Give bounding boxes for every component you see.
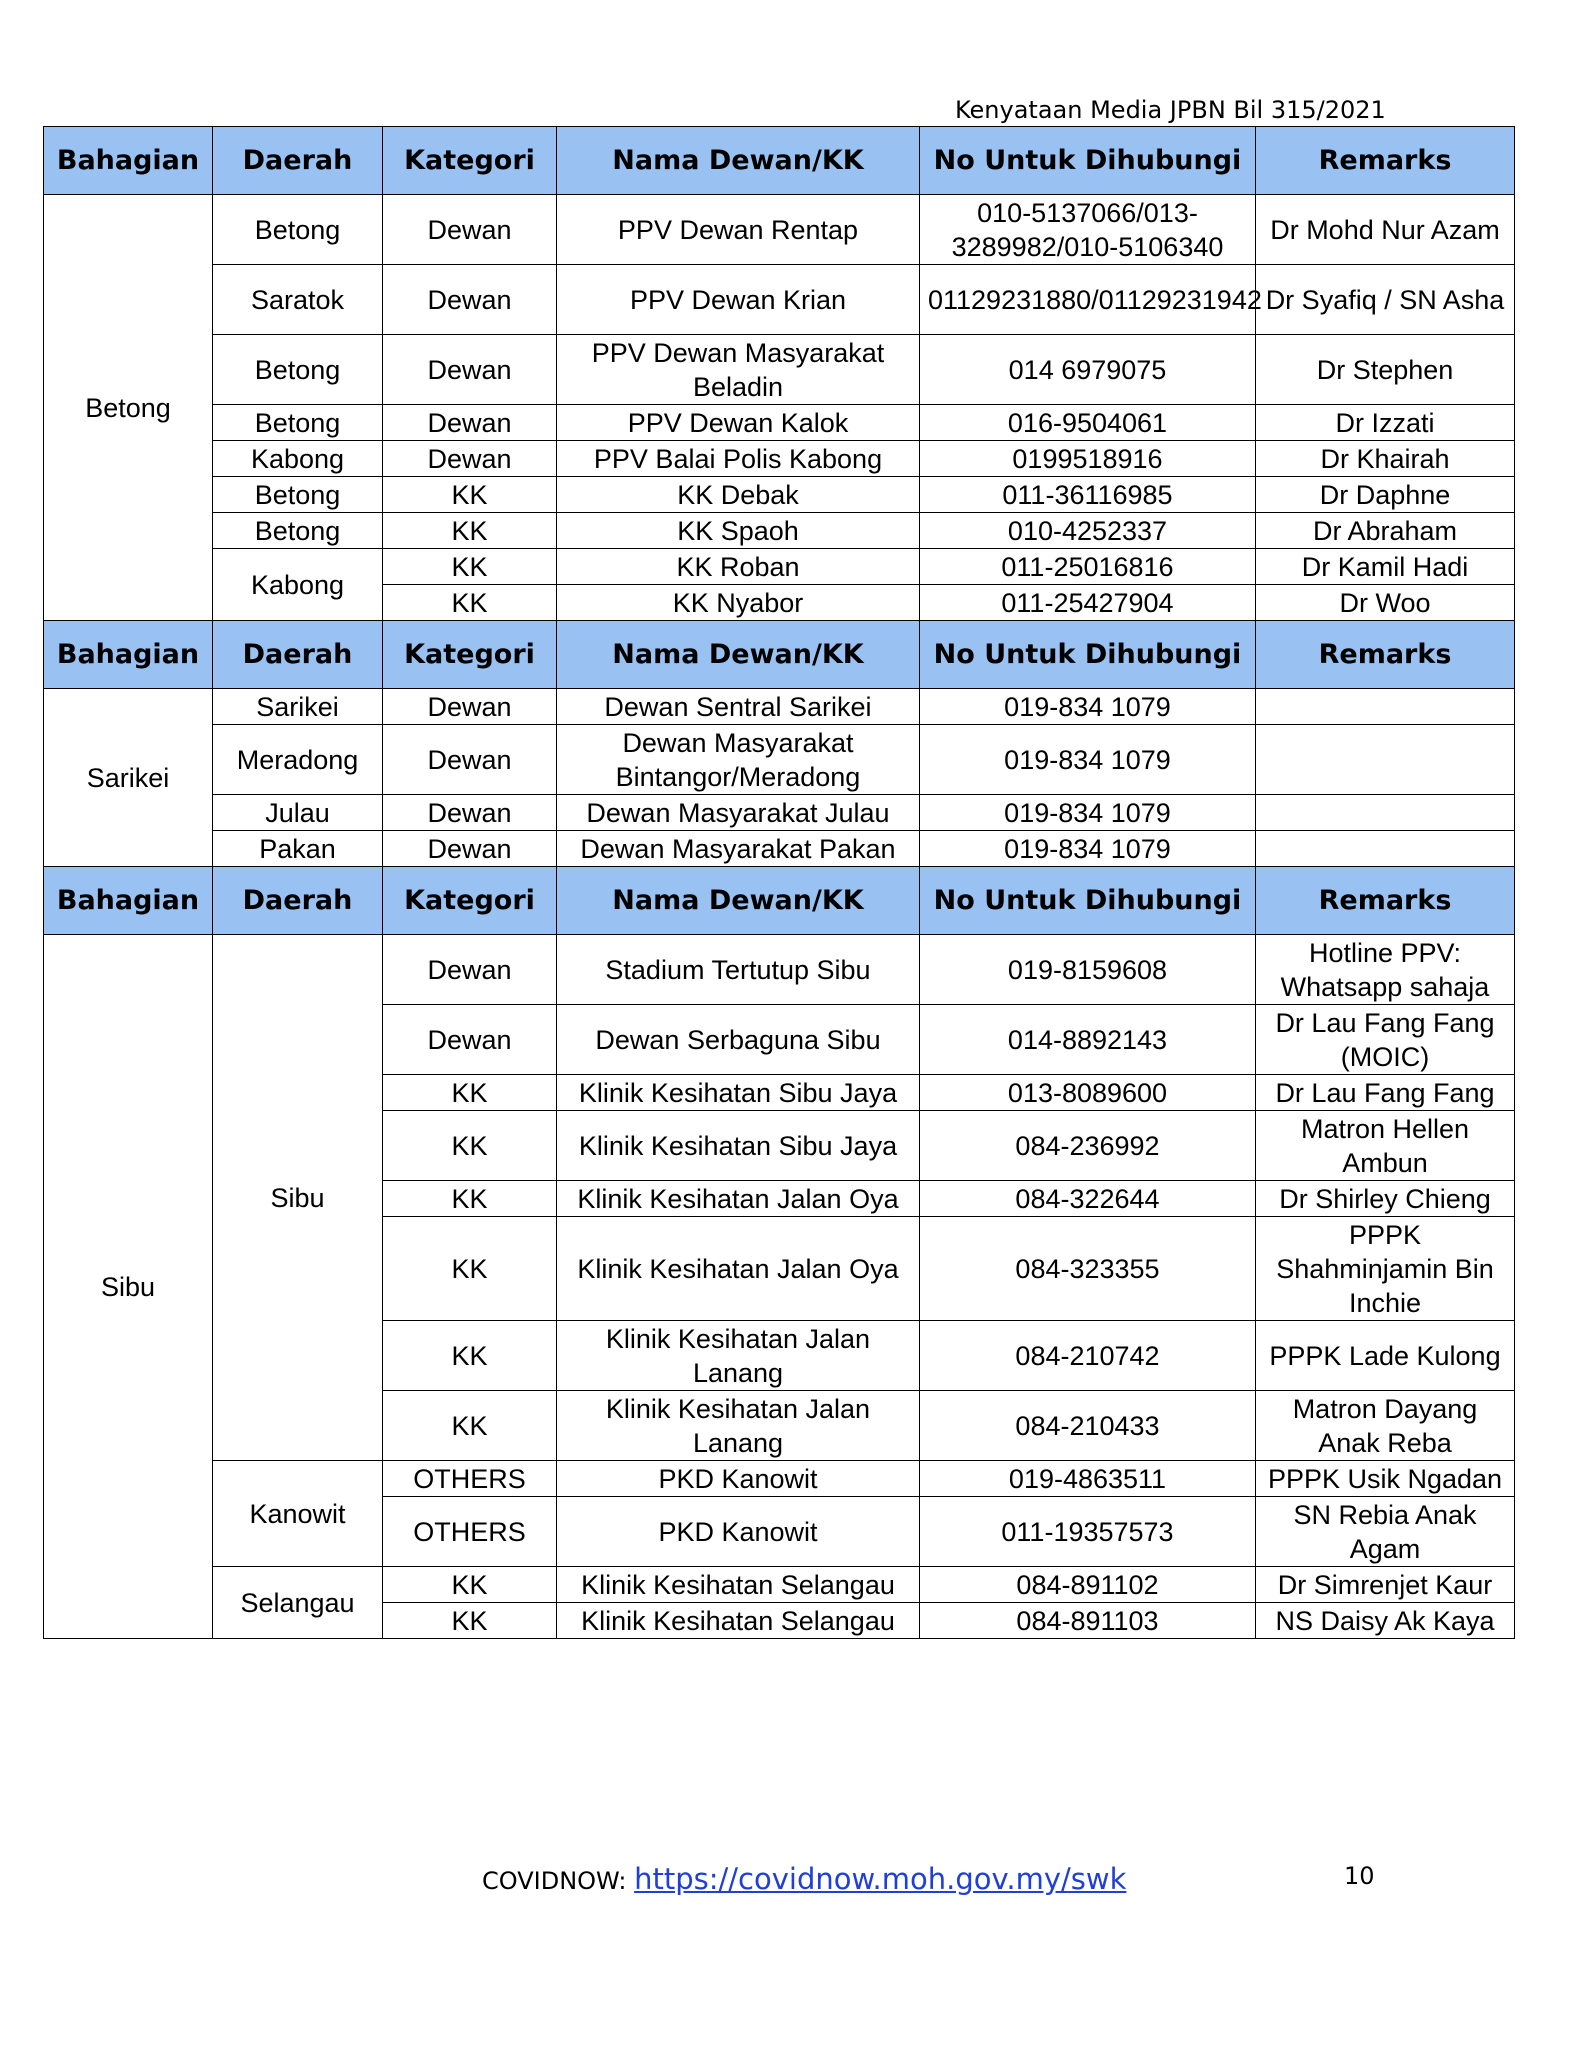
kategori-cell: OTHERS <box>383 1497 557 1567</box>
nama-cell: Stadium Tertutup Sibu <box>557 935 920 1005</box>
daerah-cell: Sarikei <box>213 689 383 725</box>
kategori-cell: Dewan <box>383 195 557 265</box>
table-row <box>44 831 1515 867</box>
kategori-cell: Dewan <box>383 335 557 405</box>
header-row <box>44 127 1515 195</box>
nama-cell: Dewan Masyarakat Bintangor/Meradong <box>557 725 920 795</box>
remarks-cell: Dr Khairah <box>1256 441 1515 477</box>
phone-cell: 01129231880/01129231942 <box>920 265 1256 335</box>
nama-cell: PPV Dewan Rentap <box>557 195 920 265</box>
footer-label: COVIDNOW: <box>482 1867 635 1895</box>
nama-cell: PPV Dewan Krian <box>557 265 920 335</box>
phone-cell: 084-891103 <box>920 1603 1256 1639</box>
column-header-remarks: Remarks <box>1256 867 1515 935</box>
kategori-cell: Dewan <box>383 831 557 867</box>
daerah-cell: Betong <box>213 477 383 513</box>
daerah-cell: Betong <box>213 405 383 441</box>
nama-cell: PKD Kanowit <box>557 1497 920 1567</box>
phone-cell: 084-322644 <box>920 1181 1256 1217</box>
daerah-cell: Sibu <box>213 935 383 1461</box>
phone-cell: 011-36116985 <box>920 477 1256 513</box>
nama-cell: Klinik Kesihatan Selangau <box>557 1567 920 1603</box>
column-header-daerah: Daerah <box>213 127 383 195</box>
kategori-cell: Dewan <box>383 265 557 335</box>
table-row <box>44 513 1515 549</box>
remarks-cell: PPPK Lade Kulong <box>1256 1321 1515 1391</box>
daerah-cell: Selangau <box>213 1567 383 1639</box>
phone-cell: 019-834 1079 <box>920 725 1256 795</box>
daerah-cell: Kabong <box>213 441 383 477</box>
column-header-bahagian: Bahagian <box>44 127 213 195</box>
table-row <box>44 549 1515 585</box>
remarks-cell: Dr Izzati <box>1256 405 1515 441</box>
nama-cell: Klinik Kesihatan Sibu Jaya <box>557 1111 920 1181</box>
kategori-cell: OTHERS <box>383 1461 557 1497</box>
phone-cell: 084-236992 <box>920 1111 1256 1181</box>
column-header-nama: Nama Dewan/KK <box>557 127 920 195</box>
table-row <box>44 689 1515 725</box>
column-header-nama: Nama Dewan/KK <box>557 621 920 689</box>
remarks-cell: PPPK Shahminjamin Bin Inchie <box>1256 1217 1515 1321</box>
daerah-cell: Meradong <box>213 725 383 795</box>
phone-cell: 084-210742 <box>920 1321 1256 1391</box>
table-row <box>44 1461 1515 1497</box>
kategori-cell: KK <box>383 1567 557 1603</box>
nama-cell: PPV Dewan Masyarakat Beladin <box>557 335 920 405</box>
remarks-cell: PPPK Usik Ngadan <box>1256 1461 1515 1497</box>
kategori-cell: KK <box>383 1603 557 1639</box>
remarks-cell: Dr Lau Fang Fang (MOIC) <box>1256 1005 1515 1075</box>
nama-cell: Klinik Kesihatan Jalan Lanang <box>557 1391 920 1461</box>
nama-cell: Dewan Masyarakat Julau <box>557 795 920 831</box>
covidnow-link[interactable]: https://covidnow.moh.gov.my/swk <box>634 1862 1127 1896</box>
phone-cell: 011-25016816 <box>920 549 1256 585</box>
footer <box>482 1862 1126 1896</box>
phone-cell: 014-8892143 <box>920 1005 1256 1075</box>
table-row <box>44 1567 1515 1603</box>
phone-cell: 019-4863511 <box>920 1461 1256 1497</box>
remarks-cell: SN Rebia Anak Agam <box>1256 1497 1515 1567</box>
column-header-no: No Untuk Dihubungi <box>920 867 1256 935</box>
nama-cell: PPV Balai Polis Kabong <box>557 441 920 477</box>
table-row <box>44 195 1515 265</box>
remarks-cell: Matron Dayang Anak Reba <box>1256 1391 1515 1461</box>
kategori-cell: Dewan <box>383 1005 557 1075</box>
kategori-cell: KK <box>383 1321 557 1391</box>
vaccination-centre-table <box>43 126 1515 1639</box>
nama-cell: PPV Dewan Kalok <box>557 405 920 441</box>
nama-cell: Klinik Kesihatan Jalan Oya <box>557 1217 920 1321</box>
phone-cell: 014 6979075 <box>920 335 1256 405</box>
kategori-cell: KK <box>383 477 557 513</box>
kategori-cell: KK <box>383 1075 557 1111</box>
table-row <box>44 265 1515 335</box>
kategori-cell: KK <box>383 549 557 585</box>
column-header-daerah: Daerah <box>213 867 383 935</box>
nama-cell: Dewan Sentral Sarikei <box>557 689 920 725</box>
nama-cell: Klinik Kesihatan Jalan Oya <box>557 1181 920 1217</box>
remarks-cell: Dr Stephen <box>1256 335 1515 405</box>
kategori-cell: KK <box>383 1391 557 1461</box>
daerah-cell: Saratok <box>213 265 383 335</box>
remarks-cell: Matron Hellen Ambun <box>1256 1111 1515 1181</box>
table-row <box>44 441 1515 477</box>
page-number: 10 <box>1344 1862 1375 1890</box>
daerah-cell: Betong <box>213 195 383 265</box>
phone-cell: 011-25427904 <box>920 585 1256 621</box>
kategori-cell: Dewan <box>383 935 557 1005</box>
phone-cell: 010-5137066/013-3289982/010-5106340 <box>920 195 1256 265</box>
remarks-cell: Dr Lau Fang Fang <box>1256 1075 1515 1111</box>
remarks-cell: Dr Abraham <box>1256 513 1515 549</box>
remarks-cell: Hotline PPV: Whatsapp sahaja <box>1256 935 1515 1005</box>
remarks-cell: Dr Mohd Nur Azam <box>1256 195 1515 265</box>
header-row <box>44 867 1515 935</box>
remarks-cell: Dr Woo <box>1256 585 1515 621</box>
phone-cell: 019-834 1079 <box>920 689 1256 725</box>
kategori-cell: KK <box>383 513 557 549</box>
column-header-remarks: Remarks <box>1256 127 1515 195</box>
remarks-cell <box>1256 831 1515 867</box>
nama-cell: Klinik Kesihatan Selangau <box>557 1603 920 1639</box>
kategori-cell: KK <box>383 585 557 621</box>
bahagian-cell: Sarikei <box>44 689 213 867</box>
remarks-cell <box>1256 795 1515 831</box>
phone-cell: 019-8159608 <box>920 935 1256 1005</box>
column-header-kategori: Kategori <box>383 867 557 935</box>
nama-cell: KK Debak <box>557 477 920 513</box>
column-header-bahagian: Bahagian <box>44 621 213 689</box>
daerah-cell: Pakan <box>213 831 383 867</box>
phone-cell: 016-9504061 <box>920 405 1256 441</box>
phone-cell: 019-834 1079 <box>920 795 1256 831</box>
phone-cell: 013-8089600 <box>920 1075 1256 1111</box>
daerah-cell: Betong <box>213 335 383 405</box>
nama-cell: PKD Kanowit <box>557 1461 920 1497</box>
kategori-cell: Dewan <box>383 689 557 725</box>
table-row <box>44 335 1515 405</box>
nama-cell: KK Nyabor <box>557 585 920 621</box>
phone-cell: 084-210433 <box>920 1391 1256 1461</box>
column-header-no: No Untuk Dihubungi <box>920 621 1256 689</box>
remarks-cell: Dr Kamil Hadi <box>1256 549 1515 585</box>
kategori-cell: Dewan <box>383 795 557 831</box>
column-header-remarks: Remarks <box>1256 621 1515 689</box>
kategori-cell: Dewan <box>383 405 557 441</box>
table-row <box>44 405 1515 441</box>
bahagian-cell: Sibu <box>44 935 213 1639</box>
document-reference: Kenyataan Media JPBN Bil 315/2021 <box>955 96 1386 124</box>
column-header-kategori: Kategori <box>383 621 557 689</box>
kategori-cell: Dewan <box>383 725 557 795</box>
bahagian-cell: Betong <box>44 195 213 621</box>
kategori-cell: KK <box>383 1217 557 1321</box>
remarks-cell: NS Daisy Ak Kaya <box>1256 1603 1515 1639</box>
header-row <box>44 621 1515 689</box>
nama-cell: Klinik Kesihatan Sibu Jaya <box>557 1075 920 1111</box>
column-header-daerah: Daerah <box>213 621 383 689</box>
phone-cell: 0199518916 <box>920 441 1256 477</box>
phone-cell: 010-4252337 <box>920 513 1256 549</box>
phone-cell: 019-834 1079 <box>920 831 1256 867</box>
table-row <box>44 725 1515 795</box>
column-header-no: No Untuk Dihubungi <box>920 127 1256 195</box>
table-row <box>44 795 1515 831</box>
nama-cell: KK Roban <box>557 549 920 585</box>
table-row <box>44 935 1515 1005</box>
nama-cell: Dewan Serbaguna Sibu <box>557 1005 920 1075</box>
column-header-nama: Nama Dewan/KK <box>557 867 920 935</box>
daerah-cell: Kanowit <box>213 1461 383 1567</box>
nama-cell: Klinik Kesihatan Jalan Lanang <box>557 1321 920 1391</box>
daerah-cell: Julau <box>213 795 383 831</box>
table-row <box>44 477 1515 513</box>
phone-cell: 084-323355 <box>920 1217 1256 1321</box>
kategori-cell: KK <box>383 1181 557 1217</box>
kategori-cell: KK <box>383 1111 557 1181</box>
nama-cell: KK Spaoh <box>557 513 920 549</box>
remarks-cell: Dr Syafiq / SN Asha <box>1256 265 1515 335</box>
remarks-cell: Dr Simrenjet Kaur <box>1256 1567 1515 1603</box>
column-header-kategori: Kategori <box>383 127 557 195</box>
nama-cell: Dewan Masyarakat Pakan <box>557 831 920 867</box>
remarks-cell <box>1256 689 1515 725</box>
column-header-bahagian: Bahagian <box>44 867 213 935</box>
phone-cell: 011-19357573 <box>920 1497 1256 1567</box>
remarks-cell <box>1256 725 1515 795</box>
phone-cell: 084-891102 <box>920 1567 1256 1603</box>
kategori-cell: Dewan <box>383 441 557 477</box>
remarks-cell: Dr Shirley Chieng <box>1256 1181 1515 1217</box>
daerah-cell: Betong <box>213 513 383 549</box>
daerah-cell: Kabong <box>213 549 383 621</box>
remarks-cell: Dr Daphne <box>1256 477 1515 513</box>
